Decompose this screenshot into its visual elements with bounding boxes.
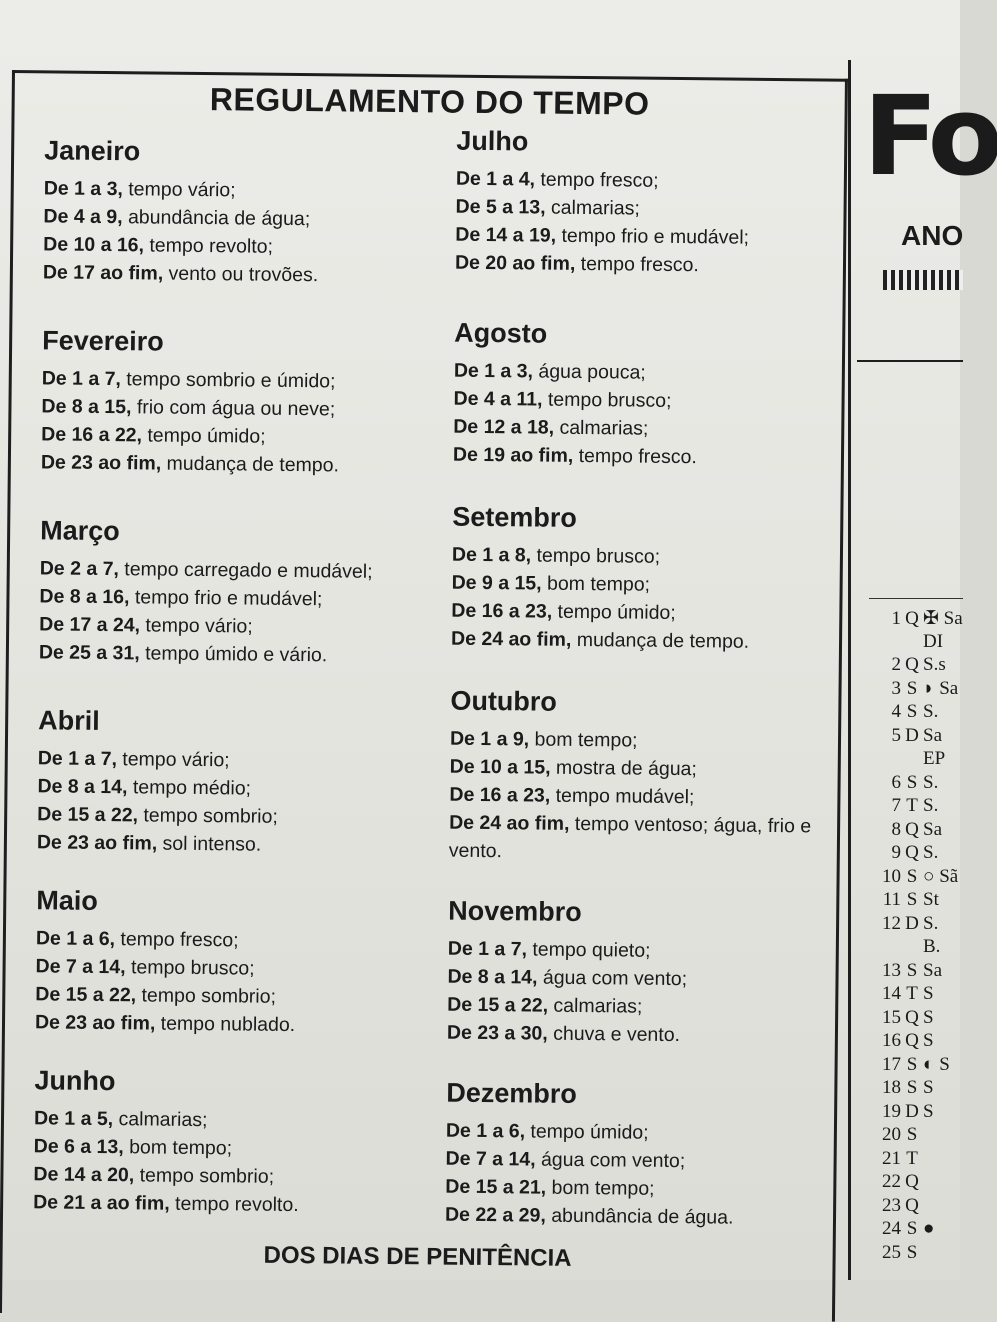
weekday-letter: Q xyxy=(905,818,919,840)
weekday-letter: S xyxy=(906,959,918,981)
weather-entry xyxy=(36,924,436,956)
weather-entry xyxy=(39,638,439,670)
day-number: 1 xyxy=(891,608,901,629)
calendar-row xyxy=(869,795,938,817)
saint-name: S. xyxy=(923,842,939,863)
saint-name: ◗ Sa xyxy=(923,677,959,699)
date-range: De 5 a 13, xyxy=(455,195,546,219)
entry-list xyxy=(445,1117,842,1233)
month-marco xyxy=(39,515,441,670)
weather-description: mudança de tempo. xyxy=(571,628,750,653)
weather-description: tempo nublado. xyxy=(155,1012,296,1037)
weather-entry xyxy=(445,1201,841,1233)
date-range: De 16 a 23, xyxy=(449,783,551,807)
saint-name: S. xyxy=(923,771,939,793)
weather-entry xyxy=(43,258,443,290)
weather-description: tempo sombrio; xyxy=(137,804,278,828)
weather-entry xyxy=(450,725,846,757)
weather-description: tempo mudável; xyxy=(550,784,695,809)
weekday-letter: S xyxy=(906,1241,918,1263)
weather-entry xyxy=(448,935,844,967)
date-range: De 17 ao fim, xyxy=(42,261,164,285)
date-range: De 8 a 14, xyxy=(447,965,538,989)
weather-entry xyxy=(453,413,849,445)
weather-description: água com vento; xyxy=(537,966,688,991)
entry-list xyxy=(447,935,844,1051)
day-number: 14 xyxy=(882,983,901,1004)
month-heading: Fevereiro xyxy=(42,325,164,357)
month-novembro xyxy=(447,896,845,1051)
day-number: 4 xyxy=(891,701,901,722)
weather-entry xyxy=(40,554,440,586)
divider xyxy=(857,360,963,362)
weather-description: tempo revolto; xyxy=(143,234,274,258)
weather-description: abundância de água. xyxy=(545,1204,734,1229)
saint-name: ◐ S xyxy=(923,1053,950,1075)
weather-description: tempo brusco; xyxy=(530,544,661,568)
weather-entry xyxy=(447,963,843,995)
date-range: De 10 a 15, xyxy=(449,755,551,779)
weather-description: tempo frio e mudável; xyxy=(556,224,750,249)
calendar-row xyxy=(869,1030,934,1052)
calendar-row xyxy=(869,983,934,1005)
weekday-letter: S xyxy=(906,677,918,699)
date-range: De 14 a 19, xyxy=(455,223,557,247)
weather-description: tempo fresco. xyxy=(573,444,697,469)
weekday-letter: S xyxy=(906,865,918,887)
day-number: 22 xyxy=(882,1171,901,1192)
date-range: De 24 ao fim, xyxy=(449,811,570,835)
adjacent-page xyxy=(848,60,997,1280)
saint-name: S. xyxy=(923,795,939,816)
saint-name: B. xyxy=(923,936,941,957)
weather-rules-box xyxy=(0,70,848,1322)
date-range: De 1 a 6, xyxy=(445,1119,526,1143)
calendar-row xyxy=(869,960,942,982)
day-number: 12 xyxy=(882,912,901,934)
calendar-row xyxy=(869,913,938,935)
date-range: De 1 a 6, xyxy=(35,927,116,951)
page-title: REGULAMENTO DO TEMPO xyxy=(209,81,650,122)
ornament-strip xyxy=(883,270,963,290)
date-range: De 15 a 22, xyxy=(447,993,549,1017)
calendar-row xyxy=(869,725,942,747)
weather-entry xyxy=(452,541,848,573)
day-number: 9 xyxy=(891,842,901,863)
saint-name: S xyxy=(923,1030,934,1051)
weather-description: bom tempo; xyxy=(123,1136,233,1160)
date-range: De 1 a 3, xyxy=(43,177,124,201)
calendar-row xyxy=(869,1195,923,1217)
month-heading: Março xyxy=(40,515,120,547)
date-range: De 8 a 16, xyxy=(39,585,130,609)
date-range: De 15 a 22, xyxy=(35,983,137,1007)
saint-name: S xyxy=(923,983,934,1004)
entry-list xyxy=(449,725,846,869)
date-range: De 20 ao fim, xyxy=(454,251,576,275)
weather-entry xyxy=(43,202,443,234)
weather-entry xyxy=(37,828,437,860)
weather-description: tempo carregado e mudável; xyxy=(118,558,373,583)
weather-entry xyxy=(41,420,441,452)
weather-entry xyxy=(445,1145,841,1177)
weather-description: calmarias; xyxy=(553,416,649,440)
weather-description: abundância de água; xyxy=(122,206,311,231)
month-heading: Dezembro xyxy=(446,1077,577,1109)
weekday-letter: Q xyxy=(905,1030,919,1051)
weather-entry xyxy=(455,193,851,225)
weather-entry xyxy=(38,744,438,776)
calendar-row xyxy=(869,1148,923,1170)
saint-name: S. xyxy=(923,912,939,934)
weekday-letter: S xyxy=(906,889,918,910)
weather-entry xyxy=(447,991,843,1023)
entry-list xyxy=(41,364,442,480)
weather-entry xyxy=(455,249,851,281)
month-heading: Outubro xyxy=(450,685,558,717)
weekday-letter: T xyxy=(906,795,918,816)
weekday-letter: S xyxy=(906,1053,918,1075)
calendar-row xyxy=(869,819,942,841)
weather-entry xyxy=(34,1132,434,1164)
day-number: 10 xyxy=(882,865,901,887)
weather-description: tempo sombrio; xyxy=(136,984,277,1008)
weather-description: chuva e vento. xyxy=(547,1022,681,1047)
day-number: 20 xyxy=(882,1124,901,1145)
date-range: De 12 a 18, xyxy=(453,415,555,439)
weather-entry xyxy=(454,357,850,389)
weather-description: tempo fresco; xyxy=(534,168,659,192)
date-range: De 1 a 9, xyxy=(449,727,530,751)
date-range: De 1 a 8, xyxy=(451,543,532,567)
date-range: De 1 a 7, xyxy=(41,367,122,391)
saint-name: S xyxy=(923,1100,934,1122)
weather-description: bom tempo; xyxy=(546,1176,655,1200)
date-range: De 9 a 15, xyxy=(451,571,542,595)
month-outubro xyxy=(449,686,847,869)
weather-description: tempo brusco; xyxy=(542,388,672,412)
calendar-row xyxy=(869,1171,923,1193)
weather-description: tempo revolto. xyxy=(169,1192,299,1217)
saint-name: S. xyxy=(923,701,939,722)
day-number: 3 xyxy=(891,677,901,699)
calendar-row xyxy=(869,936,940,958)
month-heading: Janeiro xyxy=(44,135,141,167)
entry-list xyxy=(39,554,440,670)
saint-name: ○ Sã xyxy=(923,865,959,887)
masthead-year: ANO xyxy=(901,220,964,251)
weather-description: mostra de água; xyxy=(550,756,698,781)
date-range: De 15 a 21, xyxy=(445,1175,547,1199)
calendar-row xyxy=(869,701,938,723)
saint-name: S xyxy=(923,1077,934,1098)
weekday-letter: T xyxy=(906,983,918,1004)
month-heading: Novembro xyxy=(448,895,582,928)
weather-entry xyxy=(33,1188,433,1220)
month-dezembro xyxy=(445,1078,843,1233)
date-range: De 1 a 5, xyxy=(33,1107,114,1131)
entry-list xyxy=(35,924,436,1040)
weekday-letter: D xyxy=(905,724,919,746)
section-title-penitence: DOS DIAS DE PENITÊNCIA xyxy=(263,1241,572,1272)
weather-description: tempo vário; xyxy=(139,614,253,638)
day-number: 5 xyxy=(891,724,901,746)
weather-description: tempo sombrio e úmido; xyxy=(120,368,336,393)
weekday-letter: Q xyxy=(905,608,919,629)
day-number: 15 xyxy=(882,1006,901,1028)
weather-description: tempo úmido; xyxy=(552,600,676,624)
weekday-letter: Q xyxy=(905,1006,919,1028)
weather-entry xyxy=(39,582,439,614)
date-range: De 19 ao fim, xyxy=(452,443,574,467)
day-number: 23 xyxy=(882,1194,901,1216)
date-range: De 22 a 29, xyxy=(444,1203,546,1227)
saint-name: ● xyxy=(923,1218,935,1239)
masthead-logo: Fo xyxy=(863,72,997,200)
weather-entry xyxy=(41,448,441,480)
calendar-row xyxy=(869,654,946,676)
weather-description: bom tempo; xyxy=(529,728,638,752)
weather-description: tempo úmido; xyxy=(524,1120,649,1144)
day-number: 21 xyxy=(882,1147,901,1169)
entry-list xyxy=(451,541,848,657)
date-range: De 23 ao fim, xyxy=(36,831,158,855)
weather-entry xyxy=(447,1019,843,1051)
calendar-row xyxy=(869,1124,923,1146)
weather-description: tempo ventoso; água, frio e vento. xyxy=(448,812,812,863)
month-heading: Junho xyxy=(34,1065,116,1097)
calendar-row xyxy=(869,748,945,770)
saint-name: ✠ Sa xyxy=(923,608,963,629)
calendar-row xyxy=(869,772,938,794)
date-range: De 4 a 9, xyxy=(43,205,123,229)
weather-entry xyxy=(43,230,443,262)
date-range: De 23 a 30, xyxy=(446,1021,548,1045)
day-number: 18 xyxy=(882,1077,901,1098)
date-range: De 14 a 20, xyxy=(33,1163,135,1187)
weather-entry xyxy=(33,1160,433,1192)
calendar-list xyxy=(869,598,963,1263)
weather-entry xyxy=(449,781,845,813)
weather-description: tempo úmido; xyxy=(141,424,266,448)
calendar-row xyxy=(869,631,943,653)
weekday-letter: T xyxy=(906,1147,918,1169)
weather-entry xyxy=(41,392,441,424)
weather-description: tempo sombrio; xyxy=(134,1164,275,1188)
weekday-letter: Q xyxy=(905,654,919,675)
weather-entry xyxy=(34,1104,434,1136)
date-range: De 10 a 16, xyxy=(43,233,145,257)
day-number: 17 xyxy=(882,1053,901,1075)
weather-entry xyxy=(450,753,846,785)
weekday-letter: S xyxy=(906,1077,918,1098)
weather-description: água com vento; xyxy=(535,1148,686,1173)
calendar-row xyxy=(869,1101,934,1123)
weather-description: tempo vário; xyxy=(122,178,236,202)
date-range: De 8 a 15, xyxy=(41,395,132,419)
date-range: De 21 a ao fim, xyxy=(33,1191,170,1215)
weather-entry xyxy=(35,952,435,984)
month-heading: Julho xyxy=(456,125,529,157)
day-number: 16 xyxy=(882,1030,901,1051)
calendar-row xyxy=(869,866,958,888)
month-janeiro xyxy=(43,135,445,290)
saint-name: Sa xyxy=(923,724,942,746)
date-range: De 2 a 7, xyxy=(39,557,120,581)
weather-entry xyxy=(445,1173,841,1205)
weather-entry xyxy=(446,1117,842,1149)
saint-name: S xyxy=(923,1006,934,1028)
month-heading: Maio xyxy=(36,885,98,916)
weather-entry xyxy=(455,221,851,253)
month-heading: Abril xyxy=(38,705,100,736)
date-range: De 16 a 22, xyxy=(41,423,143,447)
weekday-letter: Q xyxy=(905,1194,919,1216)
date-range: De 23 ao fim, xyxy=(40,451,162,475)
date-range: De 17 a 24, xyxy=(39,613,141,637)
date-range: De 4 a 11, xyxy=(453,387,543,411)
weekday-letter: S xyxy=(906,1218,918,1239)
month-agosto xyxy=(453,318,851,473)
saint-name: DI xyxy=(923,630,944,652)
date-range: De 23 ao fim, xyxy=(34,1011,156,1035)
weather-entry xyxy=(452,569,848,601)
weather-description: tempo frio e mudável; xyxy=(129,586,323,611)
weekday-letter: S xyxy=(906,1124,918,1145)
weather-entry xyxy=(37,772,437,804)
date-range: De 1 a 3, xyxy=(453,359,534,383)
weather-description: tempo quieto; xyxy=(526,938,651,962)
weather-entry xyxy=(35,1008,435,1040)
entry-list xyxy=(453,357,850,473)
weekday-letter: Q xyxy=(905,1171,919,1192)
weather-description: mudança de tempo. xyxy=(161,452,340,477)
month-julho xyxy=(455,126,853,281)
weather-description: vento ou trovões. xyxy=(163,262,319,287)
weather-entry xyxy=(35,980,435,1012)
calendar-row xyxy=(869,1007,934,1029)
day-number: 25 xyxy=(882,1241,901,1263)
month-heading: Agosto xyxy=(454,317,548,349)
saint-name: Sa xyxy=(923,959,942,981)
weather-description: tempo médio; xyxy=(127,776,252,800)
weather-entry xyxy=(449,809,846,869)
entry-list xyxy=(43,174,444,290)
date-range: De 25 a 31, xyxy=(38,641,140,665)
date-range: De 16 a 23, xyxy=(451,599,553,623)
month-setembro xyxy=(451,502,849,657)
weather-entry xyxy=(44,174,444,206)
saint-name: EP xyxy=(923,748,946,769)
day-number: 24 xyxy=(882,1218,901,1239)
calendar-row xyxy=(869,1054,950,1076)
day-number: 11 xyxy=(882,889,901,910)
weather-description: calmarias; xyxy=(113,1108,208,1132)
weather-entry xyxy=(37,800,437,832)
day-number: 8 xyxy=(891,818,901,840)
date-range: De 8 a 14, xyxy=(37,775,128,799)
entry-list xyxy=(37,744,438,860)
weather-entry xyxy=(42,364,442,396)
calendar-row xyxy=(869,1077,934,1099)
day-number: 2 xyxy=(891,654,901,675)
weather-entry xyxy=(451,625,847,657)
date-range: De 24 ao fim, xyxy=(450,627,572,651)
entry-list xyxy=(455,165,852,281)
saint-name: S.s xyxy=(923,654,946,675)
weather-description: sol intenso. xyxy=(157,832,262,856)
weather-description: tempo fresco. xyxy=(575,252,699,277)
calendar-row xyxy=(869,607,963,630)
saint-name: Sa xyxy=(923,818,942,840)
weather-entry xyxy=(453,385,849,417)
calendar-row xyxy=(869,842,938,864)
month-junho xyxy=(33,1065,435,1220)
saint-name: St xyxy=(923,889,939,910)
date-range: De 7 a 14, xyxy=(35,955,126,979)
weather-description: frio com água ou neve; xyxy=(131,396,336,421)
weather-description: tempo brusco; xyxy=(125,956,255,980)
day-number: 13 xyxy=(882,959,901,981)
weather-description: calmarias; xyxy=(547,994,643,1018)
right-column xyxy=(444,78,853,1229)
weather-description: bom tempo; xyxy=(541,572,651,596)
calendar-row xyxy=(869,1218,934,1240)
date-range: De 1 a 4, xyxy=(455,167,536,191)
weather-description: tempo fresco; xyxy=(114,928,239,952)
date-range: De 1 a 7, xyxy=(447,937,528,961)
weekday-letter: S xyxy=(906,771,918,793)
weather-description: água pouca; xyxy=(532,360,646,384)
date-range: De 1 a 7, xyxy=(37,747,118,771)
month-fevereiro xyxy=(41,325,443,480)
month-abril xyxy=(37,705,439,860)
day-number: 19 xyxy=(882,1100,901,1122)
weekday-letter: D xyxy=(905,1100,919,1122)
weather-entry xyxy=(456,165,852,197)
weather-entry xyxy=(451,597,847,629)
month-heading: Setembro xyxy=(452,501,578,533)
weather-entry xyxy=(39,610,439,642)
weather-description: tempo úmido e vário. xyxy=(139,642,328,667)
entry-list xyxy=(33,1104,434,1220)
calendar-row xyxy=(869,889,939,911)
date-range: De 6 a 13, xyxy=(33,1135,124,1159)
weekday-letter: Q xyxy=(905,842,919,863)
weather-description: calmarias; xyxy=(545,196,640,220)
weather-entry xyxy=(453,441,849,473)
date-range: De 7 a 14, xyxy=(445,1147,536,1171)
calendar-row xyxy=(869,678,958,700)
day-number: 6 xyxy=(891,771,901,793)
weekday-letter: D xyxy=(905,912,919,934)
day-number: 7 xyxy=(891,795,901,816)
month-maio xyxy=(35,885,437,1040)
weekday-letter: S xyxy=(906,701,918,722)
calendar-row xyxy=(869,1242,923,1264)
weather-description: tempo vário; xyxy=(116,748,230,772)
date-range: De 15 a 22, xyxy=(37,803,139,827)
